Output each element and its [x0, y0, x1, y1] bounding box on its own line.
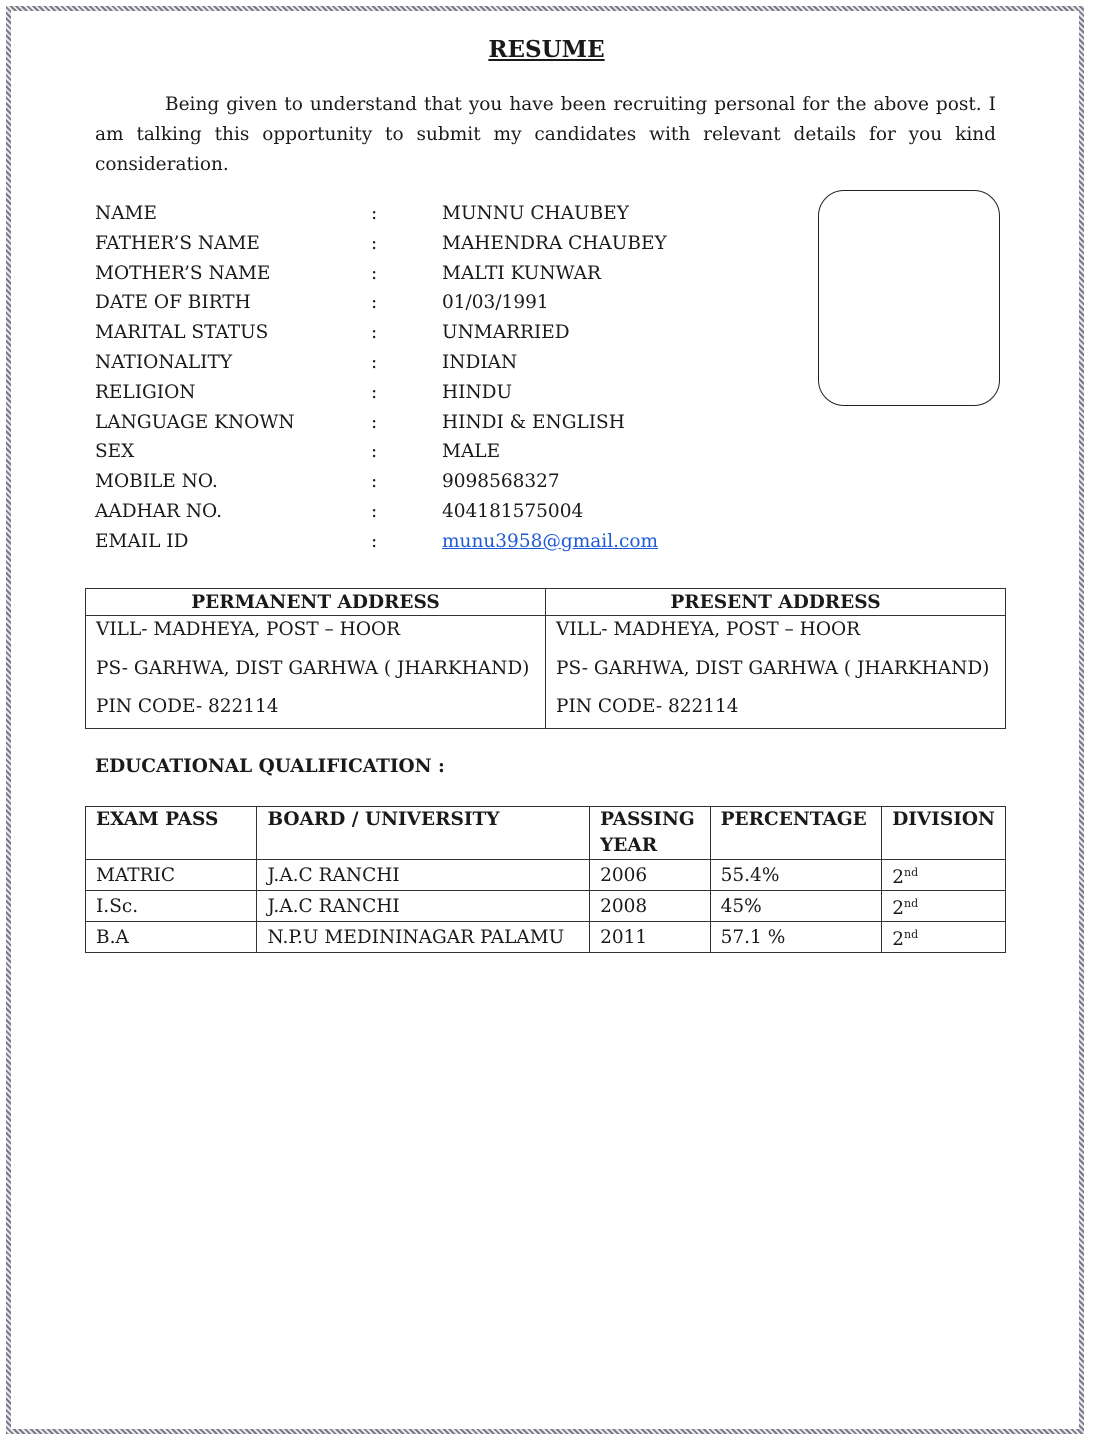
- language-value: HINDI & ENGLISH: [442, 411, 625, 433]
- email-link[interactable]: munu3958@gmail.com: [442, 530, 659, 552]
- permanent-address-cell: [86, 616, 546, 729]
- header-board: BOARD / UNIVERSITY: [257, 807, 590, 860]
- permanent-address-line: VILL- MADHEYA, POST – HOOR: [96, 619, 401, 640]
- permanent-address-line: PS- GARHWA, DIST GARHWA ( JHARKHAND): [96, 657, 530, 679]
- education-header-row: [86, 807, 1006, 860]
- father-name-value: MAHENDRA CHAUBEY: [442, 232, 667, 254]
- board-cell: J.A.C RANCHI: [257, 860, 590, 891]
- dob-row: [95, 288, 795, 318]
- dob-label: DATE OF BIRTH: [95, 292, 251, 314]
- religion-label: RELIGION: [95, 381, 196, 403]
- name-label: NAME: [95, 203, 157, 224]
- colon: :: [371, 322, 378, 344]
- mobile-row: [95, 467, 795, 497]
- division-suffix: nd: [904, 928, 919, 942]
- division-value: 2: [892, 867, 904, 889]
- language-label: LANGUAGE KNOWN: [95, 411, 295, 433]
- colon: :: [371, 262, 378, 284]
- colon: :: [371, 232, 378, 254]
- aadhar-value: 404181575004: [442, 500, 584, 522]
- marital-status-label: MARITAL STATUS: [95, 322, 269, 344]
- email-label: EMAIL ID: [95, 530, 189, 552]
- exam-cell: B.A: [86, 922, 257, 953]
- colon: :: [371, 530, 378, 552]
- colon: :: [371, 500, 378, 522]
- table-row: [86, 860, 1006, 891]
- header-percentage: PERCENTAGE: [710, 807, 882, 860]
- division-cell: [882, 891, 1006, 922]
- father-name-label: FATHER’S NAME: [95, 232, 260, 254]
- father-name-row: [95, 229, 795, 259]
- present-address-cell: [546, 616, 1006, 729]
- colon: :: [371, 381, 378, 403]
- resume-title: RESUME: [488, 36, 605, 63]
- present-address-line: VILL- MADHEYA, POST – HOOR: [556, 619, 861, 640]
- colon: :: [371, 292, 378, 314]
- nationality-label: NATIONALITY: [95, 351, 233, 373]
- language-row: [95, 408, 795, 438]
- religion-row: [95, 378, 795, 408]
- address-table: [85, 588, 1006, 729]
- permanent-address-heading: PERMANENT ADDRESS: [86, 589, 546, 616]
- aadhar-label: AADHAR NO.: [95, 500, 223, 522]
- dob-value: 01/03/1991: [442, 292, 549, 314]
- mother-name-row: [95, 259, 795, 289]
- header-passing-year: PASSING YEAR: [590, 807, 711, 860]
- nationality-value: INDIAN: [442, 351, 518, 373]
- board-cell: N.P.U MEDININAGAR PALAMU: [257, 922, 590, 953]
- present-address-line: PS- GARHWA, DIST GARHWA ( JHARKHAND): [556, 657, 990, 679]
- colon: :: [371, 411, 378, 433]
- education-heading: EDUCATIONAL QUALIFICATION :: [95, 756, 445, 777]
- nationality-row: [95, 348, 795, 378]
- marital-status-value: UNMARRIED: [442, 322, 570, 344]
- religion-value: HINDU: [442, 381, 513, 403]
- table-row: [86, 891, 1006, 922]
- division-cell: [882, 860, 1006, 891]
- intro-paragraph: Being given to understand that you have been recruiting personal for the above post. I am talking this opportunity to submit my candidates with relevant details for you kind consideration.: [95, 94, 996, 175]
- permanent-address-line: PIN CODE- 822114: [96, 696, 279, 717]
- percentage-cell: 57.1 %: [710, 922, 882, 953]
- sex-row: [95, 437, 795, 467]
- header-exam-pass: EXAM PASS: [86, 807, 257, 860]
- aadhar-row: [95, 497, 795, 527]
- percentage-cell: 45%: [710, 891, 882, 922]
- division-cell: [882, 922, 1006, 953]
- colon: :: [371, 441, 378, 463]
- colon: :: [371, 351, 378, 373]
- year-cell: 2011: [590, 922, 711, 953]
- division-suffix: nd: [904, 897, 919, 911]
- division-value: 2: [892, 898, 904, 920]
- present-address-line: PIN CODE- 822114: [556, 696, 739, 717]
- mother-name-value: MALTI KUNWAR: [442, 262, 601, 284]
- personal-details: [95, 199, 795, 557]
- header-division: DIVISION: [882, 807, 1006, 860]
- colon: :: [371, 203, 378, 224]
- board-cell: J.A.C RANCHI: [257, 891, 590, 922]
- exam-cell: I.Sc.: [86, 891, 257, 922]
- percentage-cell: 55.4%: [710, 860, 882, 891]
- division-value: 2: [892, 929, 904, 951]
- photo-placeholder: [818, 190, 1000, 406]
- exam-cell: MATRIC: [86, 860, 257, 891]
- name-row: [95, 199, 795, 229]
- colon: :: [371, 471, 378, 493]
- education-table: [85, 806, 1006, 953]
- mobile-label: MOBILE NO.: [95, 471, 218, 493]
- email-row: [95, 527, 795, 557]
- sex-value: MALE: [442, 441, 501, 463]
- marital-status-row: [95, 318, 795, 348]
- year-cell: 2006: [590, 860, 711, 891]
- sex-label: SEX: [95, 441, 135, 463]
- mobile-value: 9098568327: [442, 471, 560, 493]
- year-cell: 2008: [590, 891, 711, 922]
- table-row: [86, 922, 1006, 953]
- division-suffix: nd: [904, 866, 919, 879]
- mother-name-label: MOTHER’S NAME: [95, 262, 271, 284]
- name-value: MUNNU CHAUBEY: [442, 203, 629, 224]
- present-address-heading: PRESENT ADDRESS: [546, 589, 1006, 616]
